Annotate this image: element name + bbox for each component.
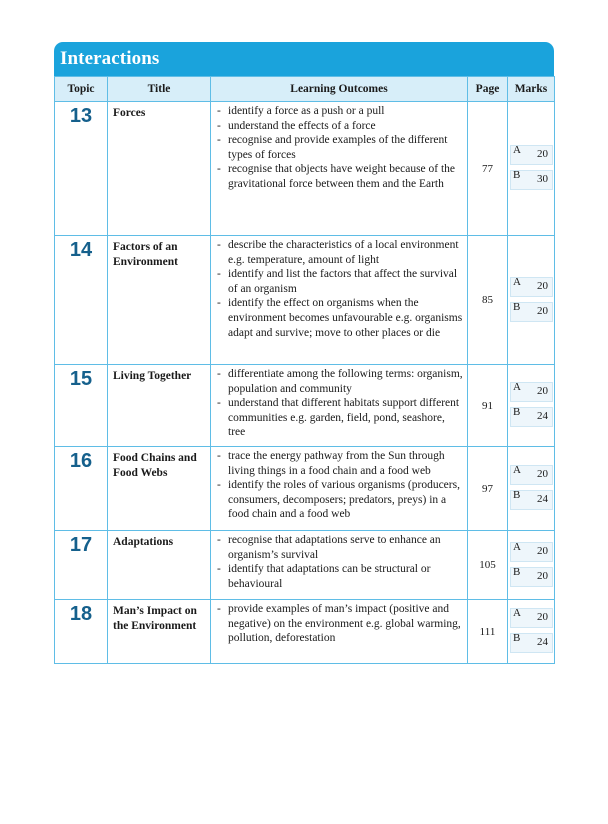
marks-cell <box>508 447 555 531</box>
topic-title: Living Together <box>108 365 211 447</box>
learning-outcomes-cell <box>211 531 468 600</box>
marks-section-label: B <box>513 632 521 644</box>
marks-value: 24 <box>537 493 548 505</box>
topic-number: 13 <box>55 102 108 236</box>
marks-section-label: A <box>513 144 521 156</box>
marks-value: 24 <box>537 636 548 648</box>
marks-value: 20 <box>537 611 548 623</box>
page-number: 91 <box>468 365 508 447</box>
topic-number: 15 <box>55 365 108 447</box>
learning-outcome-item: - trace the energy pathway from the Sun through living things in a food chain and a food web <box>215 449 463 478</box>
table-row <box>55 447 555 531</box>
header-marks: Marks <box>508 77 555 102</box>
marks-box-a <box>510 465 553 485</box>
page-number: 105 <box>468 531 508 600</box>
marks-section-label: A <box>513 607 521 619</box>
learning-outcome-item: - differentiate among the following terms: organism, population and community <box>215 367 463 396</box>
topic-title: Food Chains and Food Webs <box>108 447 211 531</box>
marks-section-label: B <box>513 489 521 501</box>
marks-box-b <box>510 567 553 587</box>
learning-outcome-item: - recognise that objects have weight because of the gravitational force between them and the Earth <box>215 162 463 191</box>
marks-box-a <box>510 608 553 628</box>
table-row <box>55 531 555 600</box>
marks-box-b <box>510 170 553 190</box>
marks-cell <box>508 102 555 236</box>
table-header-row <box>55 77 555 102</box>
learning-outcome-item: - identify the effect on organisms when the environment becomes unfavourable e.g. organisms adapt and survive; move to other places or die <box>215 296 463 340</box>
table-row <box>55 236 555 365</box>
marks-box-b <box>510 490 553 510</box>
marks-value: 30 <box>537 173 548 185</box>
topic-title: Man’s Impact on the Environment <box>108 600 211 664</box>
topics-sheet <box>54 42 554 664</box>
marks-box-b <box>510 407 553 427</box>
marks-value: 20 <box>537 385 548 397</box>
marks-section-label: A <box>513 381 521 393</box>
page-number: 77 <box>468 102 508 236</box>
topic-number: 14 <box>55 236 108 365</box>
page-number: 85 <box>468 236 508 365</box>
page-number: 111 <box>468 600 508 664</box>
topic-title: Factors of an Environment <box>108 236 211 365</box>
marks-section-label: A <box>513 540 521 553</box>
table-row <box>55 365 555 447</box>
learning-outcome-item: - identify a force as a push or a pull <box>215 104 463 119</box>
learning-outcomes-cell <box>211 102 468 236</box>
learning-outcome-item: - identify that adaptations can be structural or behavioural <box>215 562 463 591</box>
table-body <box>55 102 555 664</box>
table-row <box>55 600 555 664</box>
topic-number: 16 <box>55 447 108 531</box>
table-row <box>55 102 555 236</box>
learning-outcome-item: - understand that different habitats support different communities e.g. garden, field, pond, seashore, tree <box>215 396 463 440</box>
learning-outcomes-list <box>215 449 463 522</box>
topic-number: 18 <box>55 600 108 664</box>
marks-box-a <box>510 542 553 562</box>
marks-value: 24 <box>537 410 548 422</box>
marks-value: 20 <box>537 304 548 317</box>
learning-outcomes-cell <box>211 447 468 531</box>
learning-outcome-item: - recognise and provide examples of the different types of forces <box>215 133 463 162</box>
marks-section-label: B <box>513 300 521 313</box>
marks-section-label: B <box>513 406 521 418</box>
marks-box-a <box>510 145 553 165</box>
learning-outcome-item: - understand the effects of a force <box>215 119 463 134</box>
marks-value: 20 <box>537 279 548 292</box>
learning-outcome-item: - identify and list the factors that affect the survival of an organism <box>215 267 463 296</box>
marks-value: 20 <box>537 569 548 582</box>
learning-outcome-item: - recognise that adaptations serve to enhance an organism’s survival <box>215 533 463 562</box>
marks-value: 20 <box>537 148 548 160</box>
learning-outcomes-list <box>215 602 463 646</box>
learning-outcomes-list <box>215 238 463 340</box>
learning-outcome-item: - identify the roles of various organisms (producers, consumers, decomposers; predators, preys) in a food chain and a food web <box>215 478 463 522</box>
marks-value: 20 <box>537 544 548 557</box>
learning-outcome-item: - describe the characteristics of a local environment e.g. temperature, amount of light <box>215 238 463 267</box>
header-learning-outcomes: Learning Outcomes <box>211 77 468 102</box>
section-title: Interactions <box>60 48 160 69</box>
marks-box-a <box>510 277 553 297</box>
header-page: Page <box>468 77 508 102</box>
page-number: 97 <box>468 447 508 531</box>
topics-table <box>54 76 555 664</box>
topic-number: 17 <box>55 531 108 600</box>
marks-box-b <box>510 633 553 653</box>
learning-outcomes-list <box>215 104 463 192</box>
marks-section-label: A <box>513 464 521 476</box>
header-topic: Topic <box>55 77 108 102</box>
marks-box-a <box>510 382 553 402</box>
marks-cell <box>508 236 555 365</box>
learning-outcomes-list <box>215 367 463 440</box>
topic-title: Adaptations <box>108 531 211 600</box>
marks-section-label: B <box>513 169 521 181</box>
topic-title: Forces <box>108 102 211 236</box>
marks-box-b <box>510 302 553 322</box>
marks-value: 20 <box>537 468 548 480</box>
section-banner <box>54 42 554 76</box>
marks-section-label: B <box>513 565 521 578</box>
marks-cell <box>508 531 555 600</box>
marks-cell <box>508 365 555 447</box>
learning-outcomes-cell <box>211 365 468 447</box>
marks-section-label: A <box>513 275 521 288</box>
marks-cell <box>508 600 555 664</box>
header-title: Title <box>108 77 211 102</box>
learning-outcomes-cell <box>211 600 468 664</box>
learning-outcomes-list <box>215 533 463 591</box>
learning-outcomes-cell <box>211 236 468 365</box>
learning-outcome-item: - provide examples of man’s impact (positive and negative) on the environment e.g. global warming, pollution, deforestation <box>215 602 463 646</box>
